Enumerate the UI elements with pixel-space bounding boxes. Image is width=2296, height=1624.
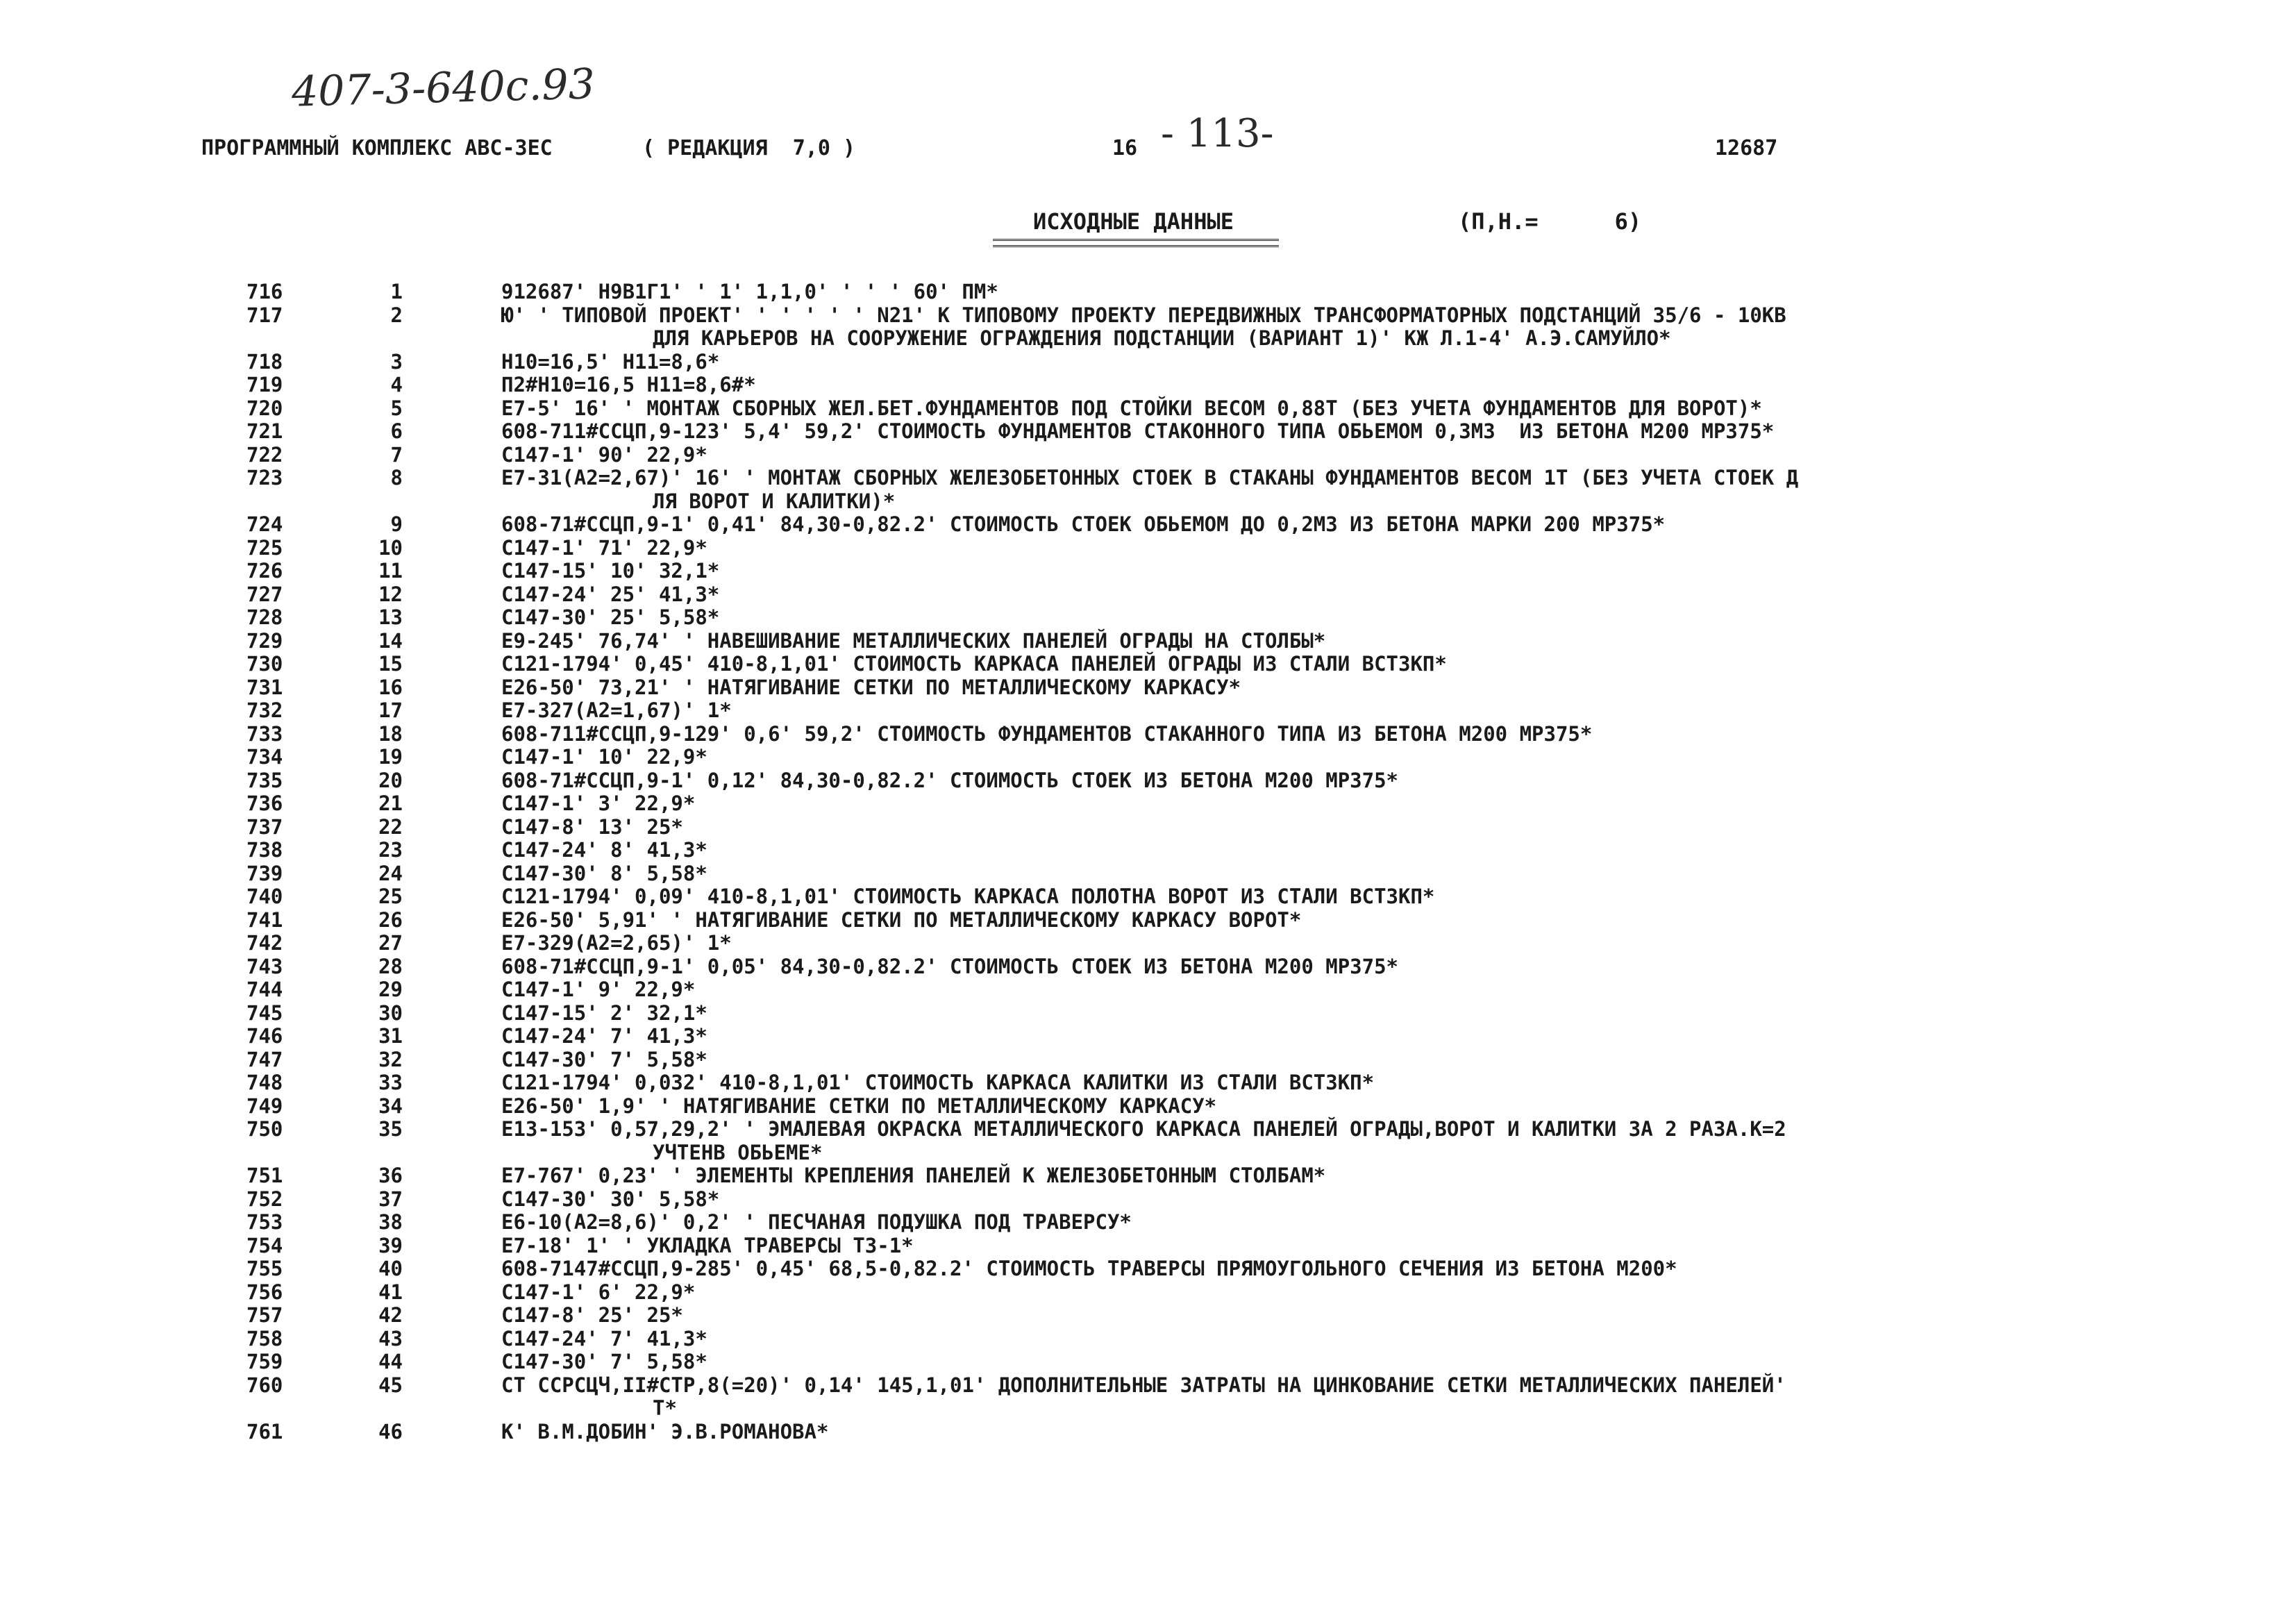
pn-value: 6) [1614,208,1642,235]
record-text: С121-1794' 0,032' 410-8,1,01' СТОИМОСТЬ КАРКАСА КАЛИТКИ ИЗ СТАЛИ ВСТ3КП* [501,1071,1375,1094]
program-edition: ( РЕДАКЦИЯ 7,0 ) [642,136,856,160]
listing-row [0,885,2296,909]
record-number: 737 [246,814,283,839]
record-number: 721 [246,419,283,443]
record-number: 731 [246,675,283,699]
record-text: С147-1' 10' 22,9* [501,745,707,769]
line-number: 38 [378,1210,403,1234]
record-number: 757 [246,1303,283,1327]
line-number: 22 [378,814,403,839]
record-text: Е26-50' 73,21' ' НАТЯГИВАНИЕ СЕТКИ ПО МЕТАЛЛИЧЕСКОМУ КАРКАСУ* [501,675,1241,699]
listing-row [0,699,2296,723]
record-number: 734 [246,745,283,769]
line-number: 39 [378,1233,403,1257]
line-number: 40 [378,1257,403,1280]
record-number: 748 [246,1071,283,1094]
record-text: С147-24' 7' 41,3* [501,1024,707,1048]
listing-row [0,374,2296,397]
record-text-continuation: УЧТЕНВ ОБЬЕМЕ* [653,1140,823,1164]
listing-row [0,583,2296,607]
program-name: ПРОГРАММНЫЙ КОМПЛЕКС АВС-3ЕС [201,136,553,160]
record-number: 752 [246,1187,283,1211]
listing-row [0,792,2296,816]
line-number: 3 [390,349,403,374]
record-number: 723 [246,466,283,489]
listing-row [0,1071,2296,1095]
record-text: Е13-153' 0,57,29,2' ' ЭМАЛЕВАЯ ОКРАСКА МЕТАЛЛИЧЕСКОГО КАРКАСА ПАНЕЛЕЙ ОГРАДЫ,ВОРОТ И КАЛИТКИ ЗА 2 РАЗА.К=2 [501,1117,1786,1141]
listing-row [0,467,2296,513]
record-number: 741 [246,907,283,932]
record-text: С147-1' 3' 22,9* [501,792,696,815]
line-number: 28 [378,954,403,978]
record-text: 608-71#ССЦП,9-1' 0,12' 84,30-0,82.2' СТОИМОСТЬ СТОЕК ИЗ БЕТОНА М200 МР375* [501,768,1399,792]
record-number: 730 [246,652,283,676]
record-number: 724 [246,512,283,536]
record-number: 716 [246,280,283,303]
record-text: Е6-10(А2=8,6)' 0,2' ' ПЕСЧАНАЯ ПОДУШКА ПОД ТРАВЕРСУ* [501,1210,1132,1234]
record-text: С121-1794' 0,09' 410-8,1,01' СТОИМОСТЬ КАРКАСА ПОЛОТНА ВОРОТ ИЗ СТАЛИ ВСТ3КП* [501,885,1435,908]
record-text: П2#Н10=16,5 Н11=8,6#* [501,373,756,396]
line-number: 23 [378,838,403,862]
record-text: С147-30' 7' 5,58* [501,1047,707,1071]
record-number: 736 [246,792,283,815]
record-number: 759 [246,1350,283,1373]
listing-row [0,676,2296,700]
line-number: 9 [390,512,403,536]
record-text: С147-15' 2' 32,1* [501,1001,707,1025]
listing-row [0,351,2296,374]
listing-row [0,1304,2296,1328]
line-number: 19 [378,745,403,769]
listing-row [0,1257,2296,1281]
record-text: С147-24' 7' 41,3* [501,1326,707,1350]
listing-row [0,932,2296,955]
line-number: 2 [390,303,403,327]
line-number: 43 [378,1326,403,1350]
record-number: 738 [246,838,283,862]
line-number: 12 [378,582,403,606]
record-text: С147-24' 25' 41,3* [501,582,720,606]
pn-label: (П,Н.= [1458,208,1539,235]
record-text: С147-30' 8' 5,58* [501,861,707,885]
record-number: 725 [246,535,283,560]
record-text: С147-30' 25' 5,58* [501,605,720,629]
page-title: ИСХОДНЫЕ ДАННЫЕ [1033,208,1234,235]
listing-row [0,1421,2296,1444]
line-number: 27 [378,931,403,955]
pn-indicator [1458,208,1641,235]
line-number: 26 [378,907,403,932]
listing-row [0,769,2296,793]
line-number: 34 [378,1094,403,1118]
record-text: Е7-329(А2=2,65)' 1* [501,931,732,955]
line-number: 31 [378,1024,403,1048]
handwritten-document-code: 407-3-640c.93 [291,60,596,117]
record-text: С147-15' 10' 32,1* [501,559,720,583]
record-number: 744 [246,978,283,1001]
line-number: 11 [378,559,403,583]
record-text: К' В.М.ДОБИН' Э.В.РОМАНОВА* [501,1419,829,1443]
listing-row [0,746,2296,769]
record-text: С147-1' 6' 22,9* [501,1280,696,1304]
record-text: Е7-327(А2=1,67)' 1* [501,698,732,722]
record-text: С147-1' 9' 22,9* [501,978,696,1001]
record-number: 750 [246,1117,283,1141]
line-number: 21 [378,792,403,815]
listing-row [0,1118,2296,1164]
listing-row [0,1095,2296,1119]
record-text: Е26-50' 1,9' ' НАТЯГИВАНИЕ СЕТКИ ПО МЕТАЛЛИЧЕСКОМУ КАРКАСУ* [501,1094,1217,1118]
listing-row [0,1281,2296,1305]
line-number: 15 [378,652,403,676]
line-number: 6 [390,419,403,443]
listing-row [0,1374,2296,1421]
listing-row [0,606,2296,630]
record-text: 608-7147#ССЦП,9-285' 0,45' 68,5-0,82.2' СТОИМОСТЬ ТРАВЕРСЫ ПРЯМОУГОЛЬНОГО СЕЧЕНИЯ ИЗ БЕТОНА М200* [501,1257,1677,1280]
record-text: Н10=16,5' Н11=8,6* [501,349,720,374]
line-number: 10 [378,535,403,560]
line-number: 30 [378,1001,403,1025]
line-number: 4 [390,373,403,396]
line-number: 5 [390,396,403,420]
record-text-continuation: ДЛЯ КАРЬЕРОВ НА СООРУЖЕНИЕ ОГРАЖДЕНИЯ ПОДСТАНЦИИ (ВАРИАНТ 1)' КЖ Л.1-4' А.Э.САМУЙЛО* [653,326,1671,350]
record-text: С147-30' 7' 5,58* [501,1350,707,1373]
record-number: 727 [246,582,283,606]
line-number: 45 [378,1373,403,1397]
record-text: С121-1794' 0,45' 410-8,1,01' СТОИМОСТЬ КАРКАСА ПАНЕЛЕЙ ОГРАДЫ ИЗ СТАЛИ ВСТ3КП* [501,652,1447,676]
record-text-continuation: ЛЯ ВОРОТ И КАЛИТКИ)* [653,489,896,513]
line-number: 41 [378,1280,403,1304]
listing-row [0,560,2296,583]
line-number: 36 [378,1164,403,1187]
record-text: 608-711#ССЦП,9-129' 0,6' 59,2' СТОИМОСТЬ ФУНДАМЕНТОВ СТАКАННОГО ТИПА ИЗ БЕТОНА М200 МР375* [501,721,1593,746]
record-number: 749 [246,1094,283,1118]
document-number: 12687 [1715,136,1778,160]
record-number: 728 [246,605,283,629]
line-number: 32 [378,1047,403,1071]
record-number: 743 [246,954,283,978]
record-text: Е7-31(А2=2,67)' 16' ' МОНТАЖ СБОРНЫХ ЖЕЛЕЗОБЕТОННЫХ СТОЕК В СТАКАНЫ ФУНДАМЕНТОВ ВЕСОМ 1Т (БЕЗ УЧЕТА СТОЕК Д [501,466,1799,489]
listing-row [0,1350,2296,1374]
record-number: 740 [246,885,283,908]
line-number: 33 [378,1071,403,1094]
record-number: 719 [246,373,283,396]
record-text: С147-24' 8' 41,3* [501,838,707,862]
record-number: 761 [246,1419,283,1443]
record-number: 760 [246,1373,283,1397]
handwritten-page-number: - 113- [1161,111,1274,156]
record-number: 742 [246,931,283,955]
listing-row [0,1328,2296,1351]
listing-row [0,978,2296,1002]
listing-row [0,1164,2296,1188]
line-number: 25 [378,885,403,908]
record-text: 608-711#ССЦП,9-123' 5,4' 59,2' СТОИМОСТЬ ФУНДАМЕНТОВ СТАКОННОГО ТИПА ОБЬЕМОМ 0,3М3 ИЗ БЕТОНА М200 МР375* [501,419,1775,443]
record-number: 755 [246,1257,283,1280]
listing-row [0,1211,2296,1234]
listing-row [0,281,2296,304]
line-number: 24 [378,861,403,885]
record-text: 608-71#ССЦП,9-1' 0,41' 84,30-0,82.2' СТОИМОСТЬ СТОЕК ОБЬЕМОМ ДО 0,2М3 ИЗ БЕТОНА МАРКИ 200 МР375* [501,512,1666,536]
record-number: 729 [246,628,283,653]
record-text: С147-8' 13' 25* [501,814,683,839]
record-text: 912687' Н9В1Г1' ' 1' 1,1,0' ' ' ' 60' ПМ* [501,280,998,303]
record-number: 732 [246,698,283,722]
record-number: 747 [246,1047,283,1071]
listing-row [0,304,2296,351]
line-number: 13 [378,605,403,629]
record-number: 717 [246,303,283,327]
line-number: 16 [378,675,403,699]
listing-row [0,955,2296,979]
record-number: 726 [246,559,283,583]
record-number: 758 [246,1326,283,1350]
line-number: 17 [378,698,403,722]
record-text: С147-1' 90' 22,9* [501,442,707,467]
record-text: С147-1' 71' 22,9* [501,535,707,560]
record-number: 756 [246,1280,283,1304]
line-number: 18 [378,721,403,746]
record-number: 718 [246,349,283,374]
record-text-continuation: Т* [653,1396,677,1420]
record-text: С147-8' 25' 25* [501,1303,683,1327]
listing-row [0,420,2296,444]
line-number: 7 [390,442,403,467]
record-text: Е26-50' 5,91' ' НАТЯГИВАНИЕ СЕТКИ ПО МЕТАЛЛИЧЕСКОМУ КАРКАСУ ВОРОТ* [501,907,1302,932]
listing-row [0,723,2296,746]
record-number: 746 [246,1024,283,1048]
listing-row [0,816,2296,839]
title-underline [993,239,1279,247]
listing-row [0,1025,2296,1048]
listing-row [0,1002,2296,1026]
line-number: 1 [390,280,403,303]
line-number: 14 [378,628,403,653]
record-number: 739 [246,861,283,885]
source-data-listing [0,281,2296,1443]
record-number: 722 [246,442,283,467]
listing-row [0,839,2296,862]
listing-row [0,653,2296,676]
listing-row [0,1188,2296,1212]
record-text: 608-71#ССЦП,9-1' 0,05' 84,30-0,82.2' СТОИМОСТЬ СТОЕК ИЗ БЕТОНА М200 МР375* [501,954,1399,978]
sheet-number: 16 [1112,136,1138,160]
listing-row [0,909,2296,932]
record-number: 754 [246,1233,283,1257]
record-text: Е7-5' 16' ' МОНТАЖ СБОРНЫХ ЖЕЛ.БЕТ.ФУНДАМЕНТОВ ПОД СТОЙКИ ВЕСОМ 0,88Т (БЕЗ УЧЕТА ФУНДАМЕНТОВ ДЛЯ ВОРОТ)* [501,396,1762,420]
record-number: 720 [246,396,283,420]
record-text: С147-30' 30' 5,58* [501,1187,720,1211]
record-text: Е9-245' 76,74' ' НАВЕШИВАНИЕ МЕТАЛЛИЧЕСКИХ ПАНЕЛЕЙ ОГРАДЫ НА СТОЛБЫ* [501,628,1326,653]
record-number: 751 [246,1164,283,1187]
line-number: 8 [390,466,403,489]
line-number: 29 [378,978,403,1001]
record-text: Ю' ' ТИПОВОЙ ПРОЕКТ' ' ' ' ' ' N21' К ТИПОВОМУ ПРОЕКТУ ПЕРЕДВИЖНЫХ ТРАНСФОРМАТОРНЫХ ПОДСТАНЦИЙ 35/6 - 10КВ [501,303,1786,327]
line-number: 37 [378,1187,403,1211]
listing-row [0,397,2296,421]
record-text: СТ ССРСЦЧ,II#СТР,8(=20)' 0,14' 145,1,01' ДОПОЛНИТЕЛЬНЫЕ ЗАТРАТЫ НА ЦИНКОВАНИЕ СЕТКИ МЕТАЛЛИЧЕСКИХ ПАНЕЛЕЙ' [501,1373,1786,1397]
line-number: 35 [378,1117,403,1141]
record-number: 733 [246,721,283,746]
listing-row [0,444,2296,467]
line-number: 20 [378,768,403,792]
record-number: 745 [246,1001,283,1025]
listing-row [0,630,2296,653]
line-number: 42 [378,1303,403,1327]
listing-row [0,1048,2296,1072]
listing-row [0,537,2296,560]
record-number: 735 [246,768,283,792]
listing-row [0,1234,2296,1258]
record-text: Е7-767' 0,23' ' ЭЛЕМЕНТЫ КРЕПЛЕНИЯ ПАНЕЛЕЙ К ЖЕЛЕЗОБЕТОННЫМ СТОЛБАМ* [501,1164,1326,1187]
listing-row [0,862,2296,886]
line-number: 44 [378,1350,403,1373]
line-number: 46 [378,1419,403,1443]
record-number: 753 [246,1210,283,1234]
listing-row [0,513,2296,537]
record-text: Е7-18' 1' ' УКЛАДКА ТРАВЕРСЫ Т3-1* [501,1233,914,1257]
